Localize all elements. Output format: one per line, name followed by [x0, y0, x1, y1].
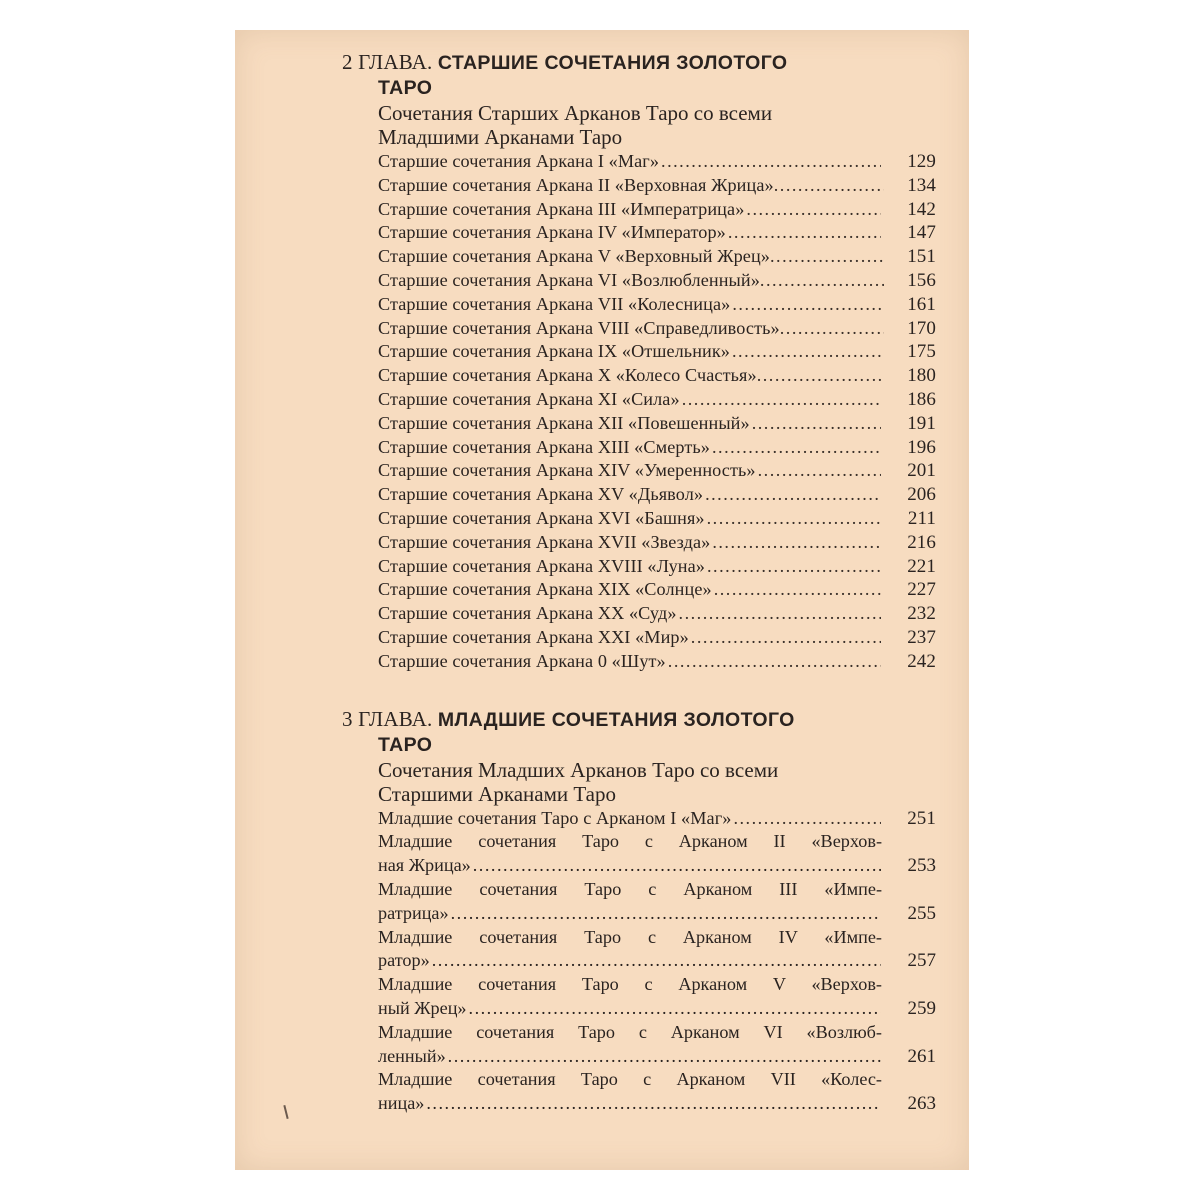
- chapter-2-heading: [342, 50, 936, 100]
- toc-entry-text: Старшие сочетания Аркана XIX «Солнце»: [378, 579, 712, 600]
- toc-entry-text-line2: ница»: [378, 1093, 425, 1114]
- toc-entry-text: Старшие сочетания Аркана I «Маг»: [378, 151, 660, 171]
- toc-entry[interactable]: [378, 198, 936, 222]
- toc-entry-page: 156: [907, 269, 936, 291]
- toc-entry-page: 221: [907, 555, 936, 577]
- toc-entry-page: 211: [907, 507, 936, 529]
- toc-entry-text: Старшие сочетания Аркана XIV «Умеренность»: [378, 460, 756, 481]
- toc-entry-page: 242: [907, 650, 936, 672]
- leader-dots: [473, 854, 881, 878]
- toc-entry-text: Старшие сочетания Аркана XXI «Мир»: [378, 626, 689, 647]
- toc-entry-text: Старшие сочетания Аркана VIII «Справедливость»: [378, 317, 780, 338]
- leader-dots: [448, 1045, 881, 1069]
- chapter-2-subtitle-line1: Сочетания Старших Арканов Таро со всеми: [378, 101, 773, 125]
- chapter-3-subtitle-line2: Старшими Арканами Таро: [378, 781, 617, 806]
- toc-entry-page: 253: [907, 855, 936, 877]
- toc-entry[interactable]: [378, 150, 936, 174]
- toc-entry-page: 201: [907, 460, 936, 482]
- toc-entry-page: 161: [907, 293, 936, 315]
- leader-dots: [705, 483, 881, 507]
- toc-entry-text: Старшие сочетания Аркана VI «Возлюбленный»: [378, 269, 760, 290]
- toc-entry-text: Старшие сочетания Аркана XVII «Звезда»: [378, 531, 711, 552]
- leader-dots: [469, 997, 881, 1021]
- toc-entry[interactable]: [378, 531, 936, 555]
- toc-entry[interactable]: [378, 926, 936, 974]
- toc-entry-text-line1: Младшие сочетания Таро с Арканом IV «Импе-: [378, 926, 882, 947]
- toc-entry[interactable]: [378, 602, 936, 626]
- toc-entry-page: 227: [907, 579, 936, 601]
- toc-entry-page: 191: [907, 412, 936, 434]
- chapter-2-title-line1: СТАРШИЕ СОЧЕТАНИЯ ЗОЛОТОГО: [437, 52, 788, 74]
- toc-entry-page: 206: [907, 484, 936, 506]
- leader-dots: [733, 807, 881, 831]
- toc-entry-page: 180: [907, 365, 936, 387]
- chapter-3-heading: [342, 707, 936, 757]
- leader-dots: [707, 507, 881, 531]
- toc-entry[interactable]: [378, 555, 936, 579]
- toc-entry[interactable]: [378, 293, 936, 317]
- toc-entry[interactable]: [378, 626, 936, 650]
- toc-entry-page: 216: [907, 531, 936, 553]
- chapter-2-subtitle-line2: Младшими Арканами Таро: [378, 125, 623, 149]
- leader-dots: [451, 902, 881, 926]
- toc-entry-text: Старшие сочетания Аркана XIII «Смерть»: [378, 436, 710, 457]
- chapter-2-title-line2: ТАРО: [378, 77, 433, 99]
- toc-entry-page: 263: [907, 1093, 936, 1115]
- chapter-3-title-line2: ТАРО: [378, 733, 433, 756]
- toc-entry-text-line1: Младшие сочетания Таро с Арканом V «Верхов-: [378, 974, 882, 995]
- toc-entry[interactable]: [378, 388, 936, 412]
- toc-entry-text: Старшие сочетания Аркана VII «Колесница»: [378, 293, 731, 314]
- toc-entry-page: 175: [907, 341, 936, 363]
- leader-dots: [432, 949, 881, 973]
- toc-entry-page: 255: [907, 902, 936, 924]
- leader-dots: [712, 531, 881, 555]
- toc-entry[interactable]: [378, 507, 936, 531]
- toc-entry[interactable]: [378, 973, 936, 1021]
- chapter-2-number: 2 ГЛАВА.: [342, 50, 433, 74]
- toc-entry-text: Старшие сочетания Аркана 0 «Шут»: [378, 650, 666, 671]
- leader-dots: [732, 340, 881, 364]
- toc-entry-text-line2: ленный»: [378, 1045, 446, 1066]
- toc-entry-text-line2: ная Жрица»: [378, 855, 471, 876]
- toc-entry-text: Старшие сочетания Аркана IV «Император»: [378, 222, 726, 243]
- toc-entry-text-line2: ратор»: [378, 950, 430, 971]
- toc-entry-text: Старшие сочетания Аркана XII «Повешенный»: [378, 412, 750, 433]
- toc-entry-page: 186: [907, 388, 936, 410]
- chapter-2-subtitle: [342, 101, 936, 149]
- toc-entry-text: Старшие сочетания Аркана III «Императрица»: [378, 198, 745, 219]
- toc-entry-page: 129: [907, 151, 936, 172]
- toc-entry-page: 259: [907, 997, 936, 1019]
- toc-entry-text: Старшие сочетания Аркана X «Колесо Счастья»: [378, 365, 757, 386]
- leader-dots: [760, 269, 884, 293]
- toc-entry[interactable]: [378, 317, 936, 341]
- toc-entry[interactable]: [378, 578, 936, 602]
- toc-entry[interactable]: [378, 483, 936, 507]
- toc-entry-text-line2: ный Жрец»: [378, 997, 467, 1018]
- toc-entry[interactable]: [378, 436, 936, 460]
- toc-entry-text: Младшие сочетания Таро с Арканом I «Маг»: [378, 807, 732, 828]
- toc-entry-text: Старшие сочетания Аркана XI «Сила»: [378, 388, 680, 409]
- leader-dots: [714, 578, 881, 602]
- toc-entry[interactable]: [378, 340, 936, 364]
- toc-entry-text: Старшие сочетания Аркана XVI «Башня»: [378, 507, 705, 528]
- toc-entry-page: 237: [907, 626, 936, 648]
- toc-entry-page: 232: [907, 603, 936, 625]
- leader-dots: [758, 459, 881, 483]
- leader-dots: [774, 174, 884, 198]
- toc-entry-page: 142: [907, 198, 936, 220]
- leader-dots: [712, 436, 881, 460]
- toc-entry-page: 170: [907, 317, 936, 339]
- toc-entry-text-line2: ратрица»: [378, 902, 449, 923]
- toc-entry[interactable]: [378, 269, 936, 293]
- leader-dots: [661, 150, 881, 174]
- toc-entry-text: Старшие сочетания Аркана XV «Дьявол»: [378, 484, 704, 505]
- toc-entry-page: 257: [907, 950, 936, 972]
- leader-dots: [679, 602, 881, 626]
- toc-entry[interactable]: [378, 364, 936, 388]
- toc-entry-page: 196: [907, 436, 936, 458]
- toc-entry[interactable]: [378, 1021, 936, 1069]
- leader-dots: [780, 317, 884, 341]
- toc-entry[interactable]: [378, 459, 936, 483]
- book-page: [235, 30, 969, 1170]
- toc-entry-page: 261: [907, 1045, 936, 1067]
- leader-dots: [746, 198, 881, 222]
- ink-mark: [283, 1105, 288, 1119]
- chapter-3-subtitle-line1: Сочетания Младших Арканов Таро со всеми: [378, 757, 779, 782]
- leader-dots: [770, 245, 884, 269]
- leader-dots: [732, 293, 881, 317]
- leader-dots: [728, 221, 881, 245]
- toc-entry-text: Старшие сочетания Аркана IX «Отшельник»: [378, 341, 730, 362]
- toc-entry-text: Старшие сочетания Аркана XX «Суд»: [378, 603, 677, 624]
- toc-entry[interactable]: [378, 245, 936, 269]
- toc-entry[interactable]: [378, 174, 936, 198]
- toc-entry[interactable]: [378, 1068, 936, 1116]
- toc-entry-text: Старшие сочетания Аркана II «Верховная Жрица»: [378, 174, 774, 195]
- chapter-3-entries: [342, 807, 936, 1116]
- toc-entry-page: 151: [907, 246, 936, 268]
- toc-entry-text: Старшие сочетания Аркана XVIII «Луна»: [378, 555, 705, 576]
- leader-dots: [707, 555, 881, 579]
- leader-dots: [757, 364, 884, 388]
- toc-entry-page: 147: [907, 222, 936, 244]
- leader-dots: [668, 650, 881, 674]
- table-of-contents: [342, 50, 936, 1116]
- toc-entry-text-line1: Младшие сочетания Таро с Арканом III «Импе-: [378, 878, 882, 899]
- chapter-3-subtitle: [342, 758, 936, 806]
- leader-dots: [682, 388, 881, 412]
- leader-dots: [691, 626, 881, 650]
- toc-entry-page: 134: [907, 174, 936, 196]
- toc-entry-page: 251: [907, 807, 936, 829]
- leader-dots: [426, 1092, 881, 1116]
- chapter-3-number: 3 ГЛАВА.: [342, 706, 433, 731]
- toc-entry[interactable]: [378, 221, 936, 245]
- leader-dots: [752, 412, 881, 436]
- chapter-2-entries: [342, 150, 936, 674]
- toc-entry-text-line1: Младшие сочетания Таро с Арканом VII «Колес-: [378, 1069, 882, 1090]
- toc-entry[interactable]: [378, 878, 936, 926]
- toc-entry[interactable]: [378, 807, 936, 831]
- toc-entry[interactable]: [378, 650, 936, 674]
- toc-entry-text-line1: Младшие сочетания Таро с Арканом II «Верхов-: [378, 831, 882, 852]
- toc-entry-text: Старшие сочетания Аркана V «Верховный Жрец»: [378, 246, 770, 267]
- toc-entry[interactable]: [378, 830, 936, 878]
- toc-entry-text-line1: Младшие сочетания Таро с Арканом VI «Возлюб-: [378, 1021, 882, 1042]
- toc-entry[interactable]: [378, 412, 936, 436]
- chapter-3-title-line1: МЛАДШИЕ СОЧЕТАНИЯ ЗОЛОТОГО: [437, 708, 795, 731]
